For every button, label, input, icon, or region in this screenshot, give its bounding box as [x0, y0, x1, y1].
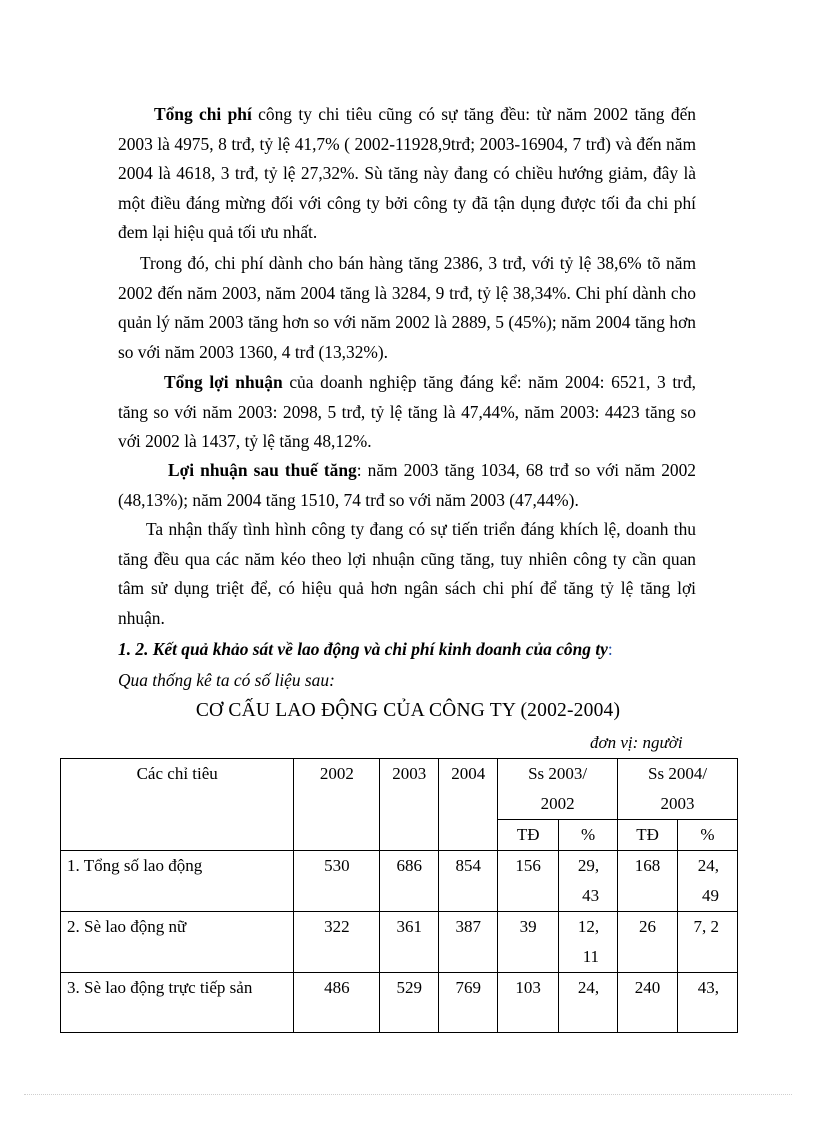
cell-td-1: 39	[498, 912, 559, 973]
cell-pct-2	[677, 912, 737, 973]
cell-2004: 769	[439, 973, 498, 1033]
header-ss-2003-line2: 2002	[540, 794, 575, 813]
cell-td-1: 103	[498, 973, 559, 1033]
header-ss-2003-line1: Ss 2003/	[528, 764, 588, 783]
cell-indicator: 3. Sè lao động trực tiếp sản	[61, 973, 294, 1033]
cell-pct-1	[559, 851, 618, 912]
paragraph-total-cost-text: công ty chi tiêu cũng có sự tăng đều: từ năm 2002 tăng đến 2003 là 4975, 8 trđ, tỷ lệ 41,7% ( 2002-11928,9trđ; 2003-16904, 7 trđ) và đến năm 2004 là 4618, 3 trđ, tỷ lệ 27,32%. Sù tăng này đang có chiều hướng giảm, đây là một điều đáng mừng đối với công ty bởi công ty đã tận dụng được tối đa chi phí đem lại hiệu quả tối ưu nhất.	[118, 104, 696, 243]
header-pct-2: %	[677, 820, 737, 851]
cell-td-2: 168	[618, 851, 678, 912]
cell-pct-2	[677, 973, 737, 1033]
cell-2002: 486	[294, 973, 380, 1033]
cell-2003: 686	[380, 851, 439, 912]
term-net-profit: Lợi nhuận sau thuế tăng	[168, 460, 357, 480]
cell-2003: 529	[380, 973, 439, 1033]
paragraph-net-profit	[118, 456, 696, 515]
cell-pct-1-a: 24,	[577, 978, 600, 997]
paragraph-conclusion-text: Ta nhận thấy tình hình công ty đang có sự tiến triển đáng khích lệ, doanh thu tăng đều qua các năm kéo theo lợi nhuận cũng tăng, tuy nhiên công ty cần quan tâm sử dụng triệt để, có hiệu quả hơn ngân sách chi phí để tăng tỷ lệ tăng lợi nhuận.	[118, 519, 696, 628]
paragraph-conclusion	[118, 515, 696, 633]
cell-indicator: 1. Tổng số lao động	[61, 851, 294, 912]
table-row	[61, 912, 738, 973]
cell-pct-1-b: 43	[582, 886, 600, 905]
header-td-2: TĐ	[618, 820, 678, 851]
cell-pct-1	[559, 973, 618, 1033]
paragraph-net-profit-text: : năm 2003 tăng 1034, 68 trđ so với năm 2002 (48,13%); năm 2004 tăng 1510, 74 trđ so với năm 2003 (47,44%).	[118, 460, 696, 510]
header-2004: 2004	[439, 759, 498, 851]
table-row	[61, 851, 738, 912]
section-heading	[118, 636, 718, 662]
cell-pct-2-a: 43,	[697, 978, 719, 997]
cell-indicator: 2. Sè lao động nữ	[61, 912, 294, 973]
table-header-row	[61, 759, 738, 820]
term-total-profit: Tổng lợi nhuận	[164, 372, 283, 392]
header-ss-2004-line1: Ss 2004/	[648, 764, 708, 783]
cell-pct-1-a: 12,	[577, 917, 600, 936]
cell-2003: 361	[380, 912, 439, 973]
cell-2004: 387	[439, 912, 498, 973]
table-unit: đơn vị: người	[590, 733, 683, 752]
cell-td-2: 240	[618, 973, 678, 1033]
cell-pct-1-b: 11	[582, 947, 600, 966]
labor-structure-table	[60, 758, 738, 1033]
header-indicator: Các chỉ tiêu	[61, 759, 294, 851]
cell-td-2: 26	[618, 912, 678, 973]
header-ss-2003-2002	[498, 759, 618, 820]
cell-pct-1-a: 29,	[577, 856, 600, 875]
cell-2004: 854	[439, 851, 498, 912]
paragraph-total-profit	[118, 368, 696, 457]
paragraph-cost-breakdown-text: Trong đó, chi phí dành cho bán hàng tăng 2386, 3 trđ, với tỷ lệ 38,6% tõ năm 2002 đến năm 2003, năm 2004 tăng là 3284, 9 trđ, tỷ lệ 38,34%. Chi phí dành cho quản lý năm 2003 tăng hơn so với năm 2002 là 2889, 5 (45%); năm 2004 tăng hơn so với năm 2003 1360, 4 trđ (13,32%).	[118, 253, 696, 362]
term-total-cost: Tổng chi phí	[154, 104, 252, 124]
cell-pct-1	[559, 912, 618, 973]
header-ss-2004-line2: 2003	[660, 794, 695, 813]
page-bottom-divider	[24, 1094, 792, 1095]
cell-pct-2-b: 49	[702, 886, 719, 905]
paragraph-cost-breakdown	[118, 249, 696, 367]
paragraph-total-profit-text: của doanh nghiệp tăng đáng kể: năm 2004: 6521, 3 trđ, tăng so với năm 2003: 2098, 5 trđ, tỷ lệ tăng là 47,44%, năm 2003: 4423 tăng so với 2002 là 1437, tỷ lệ tăng 48,12%.	[118, 372, 696, 452]
table-title: CƠ CẤU LAO ĐỘNG CỦA CÔNG TY (2002-2004)	[195, 700, 621, 721]
header-td-1: TĐ	[498, 820, 559, 851]
header-2003: 2003	[380, 759, 439, 851]
header-pct-1: %	[559, 820, 618, 851]
cell-pct-2	[677, 851, 737, 912]
section-heading-text: 1. 2. Kết quả khảo sát về lao động và chi phí kinh doanh của công ty	[118, 639, 608, 659]
table-row	[61, 973, 738, 1033]
header-2002: 2002	[294, 759, 380, 851]
section-intro: Qua thống kê ta có số liệu sau:	[118, 670, 335, 690]
cell-2002: 530	[294, 851, 380, 912]
cell-pct-2-a: 24,	[697, 856, 719, 875]
paragraph-total-cost	[118, 100, 696, 248]
header-ss-2004-2003	[618, 759, 738, 820]
section-heading-colon: :	[607, 639, 613, 659]
cell-pct-2-a: 7, 2	[693, 917, 719, 936]
cell-2002: 322	[294, 912, 380, 973]
cell-td-1: 156	[498, 851, 559, 912]
